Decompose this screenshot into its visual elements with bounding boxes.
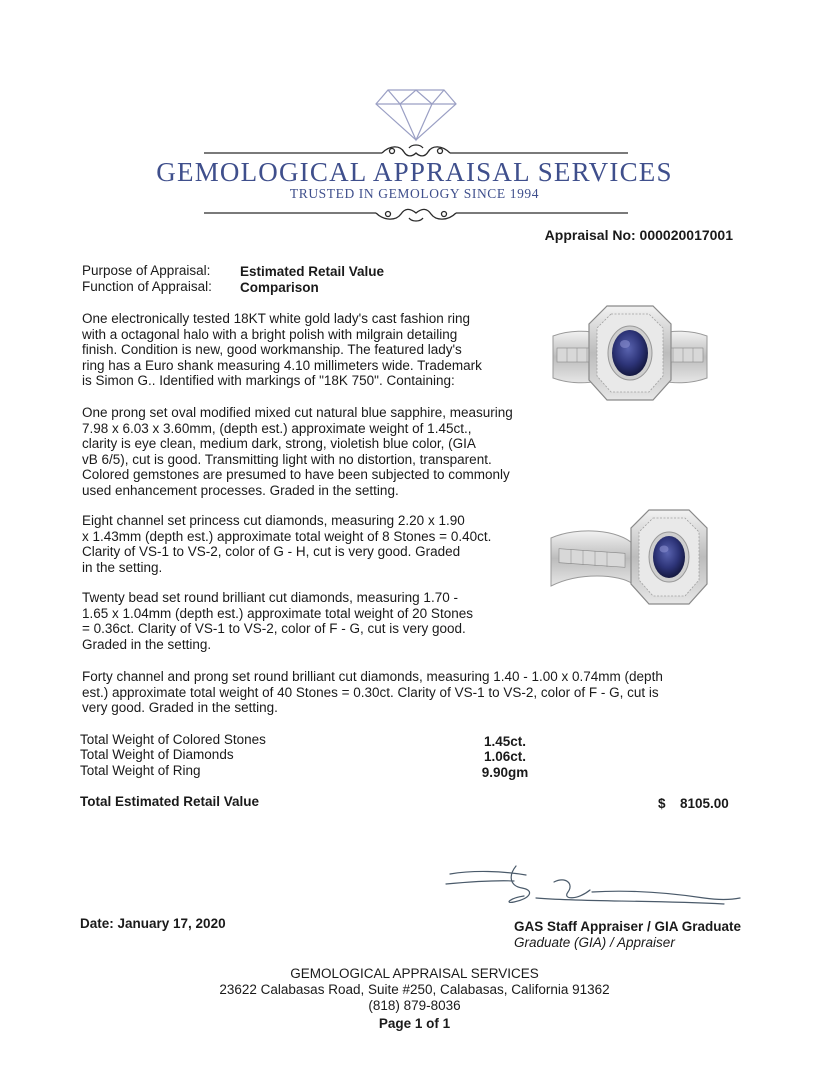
total-retail-value-amount: 8105.00	[680, 796, 729, 811]
total-ring-weight-label: Total Weight of Ring	[80, 763, 201, 778]
description-paragraph-princess-diamonds: Eight channel set princess cut diamonds, measuring 2.20 x 1.90 x 1.43mm (depth est.) approximate total weight of 8 Stones = 0.40ct. Clarity of VS-1 to VS-2, color of G - H, cut is very good. Graded in the setting.	[82, 513, 492, 575]
appraisal-date: Date: January 17, 2020	[80, 916, 226, 931]
appraiser-subtitle: Graduate (GIA) / Appraiser	[514, 935, 675, 950]
total-diamonds-label: Total Weight of Diamonds	[80, 747, 234, 762]
function-label: Function of Appraisal:	[82, 279, 212, 294]
diamond-logo-icon	[374, 86, 458, 142]
description-paragraph-bead-diamonds: Twenty bead set round brilliant cut diamonds, measuring 1.70 - 1.65 x 1.04mm (depth est.) approximate total weight of 20 Stones = 0.36ct. Clarity of VS-1 to VS-2, color of F - G, cut is very good. Graded in the setting.	[82, 590, 473, 652]
currency-symbol: $	[658, 796, 666, 811]
scroll-flourish-bottom-icon	[204, 202, 628, 224]
footer-phone: (818) 879-8036	[368, 998, 461, 1013]
appraisal-number: Appraisal No: 000020017001	[544, 227, 733, 243]
description-paragraph-round-diamonds: Forty channel and prong set round brilliant cut diamonds, measuring 1.40 - 1.00 x 0.74mm (depth est.) approximate total weight of 40 Stones = 0.30ct. Clarity of VS-1 to VS-2, color of F - G, cut is very good. Graded in the setting.	[82, 669, 663, 716]
total-retail-value-label: Total Estimated Retail Value	[80, 794, 260, 809]
description-paragraph-setting: One electronically tested 18KT white gold lady's cast fashion ring with a octagonal halo with a bright polish with milgrain detailing finish. Condition is new, good workmanship. The featured lady's ring has a Euro shank measuring 4.10 millimeters wide. Trademark is Simon G.. Identified with markings of "18K 750". Containing:	[82, 311, 482, 389]
purpose-label: Purpose of Appraisal:	[82, 263, 211, 278]
purpose-value: Estimated Retail Value	[240, 264, 385, 279]
total-colored-stones-value: 1.45ct.	[483, 734, 527, 749]
footer-address: 23622 Calabasas Road, Suite #250, Calabasas, California 91362	[219, 982, 610, 997]
brand-tagline: TRUSTED IN GEMOLOGY SINCE 1994	[289, 186, 540, 201]
appraiser-title: GAS Staff Appraiser / GIA Graduate	[514, 919, 742, 934]
total-diamonds-value: 1.06ct.	[483, 749, 527, 764]
total-colored-stones-label: Total Weight of Colored Stones	[80, 732, 266, 747]
footer-page-number: Page 1 of 1	[378, 1016, 451, 1031]
function-value: Comparison	[240, 280, 319, 295]
ring-front-photo	[549, 302, 711, 406]
ring-angle-photo	[549, 508, 711, 612]
footer-company: GEMOLOGICAL APPRAISAL SERVICES	[290, 966, 539, 981]
appraiser-signature	[444, 862, 744, 912]
brand-name: GEMOLOGICAL APPRAISAL SERVICES	[156, 157, 673, 187]
description-paragraph-sapphire: One prong set oval modified mixed cut natural blue sapphire, measuring 7.98 x 6.03 x 3.60mm, (depth est.) approximate weight of 1.45ct., clarity is eye clean, medium dark, strong, violetish blue color, (GIA vB 6/5), cut is good. Transmitting light with no distortion, transparent. Colored gemstones are presumed to have been subjected to commonly used enhancement processes. Graded in the setting.	[82, 405, 513, 498]
total-ring-weight-value: 9.90gm	[481, 765, 529, 780]
